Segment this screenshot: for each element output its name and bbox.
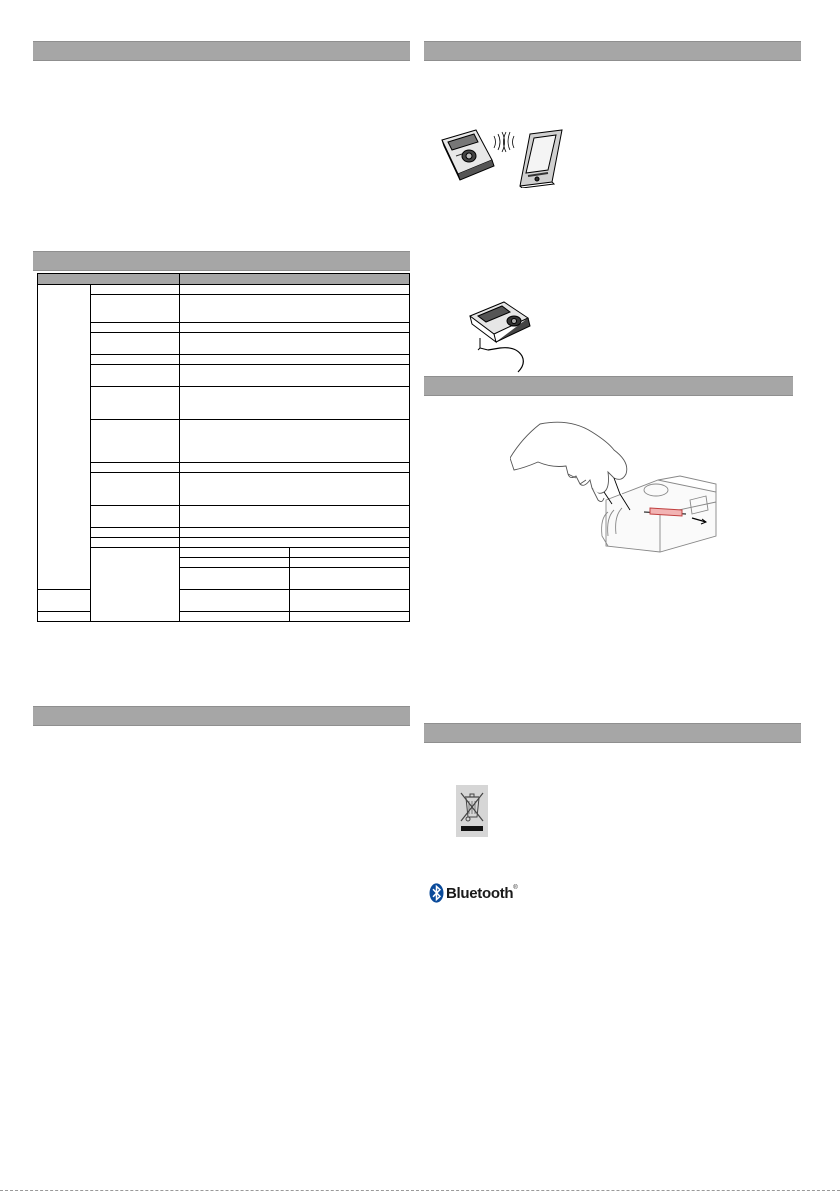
bluetooth-trademark: ® xyxy=(513,885,518,891)
bluetooth-rune-icon xyxy=(429,883,444,903)
table-row xyxy=(38,333,410,355)
recycling-symbol-box xyxy=(456,785,488,837)
section-bar-4 xyxy=(424,41,801,61)
hand-inserting-card-illustration xyxy=(510,418,730,556)
wireless-signal-icon xyxy=(494,132,514,152)
section-bar-2 xyxy=(33,251,410,271)
table-row xyxy=(38,548,410,558)
section-bar-3 xyxy=(33,706,410,726)
spec-group-cell-2 xyxy=(91,548,180,622)
wireless-printer-pda-illustration xyxy=(436,126,576,188)
printer-cable-illustration xyxy=(466,294,558,378)
table-row xyxy=(38,528,410,538)
table-row xyxy=(38,285,410,295)
table-row xyxy=(38,463,410,473)
section-bar-6 xyxy=(424,723,801,743)
printer-icon xyxy=(442,130,494,180)
bluetooth-wordmark: Bluetooth xyxy=(446,884,514,902)
table-row xyxy=(38,538,410,548)
spec-group-cell-1 xyxy=(38,285,91,590)
page-cut-line xyxy=(0,1190,840,1191)
table-row xyxy=(38,355,410,365)
spec-header-item xyxy=(38,274,180,285)
section-bar-1 xyxy=(33,41,410,61)
bluetooth-logo xyxy=(429,882,518,904)
spec-table-header xyxy=(38,274,410,285)
crossed-out-wheeled-bin-icon xyxy=(456,785,488,837)
table-row xyxy=(38,420,410,463)
spec-table xyxy=(37,273,410,622)
table-row xyxy=(38,365,410,387)
table-row xyxy=(38,506,410,528)
table-row xyxy=(38,295,410,323)
table-row xyxy=(38,473,410,506)
table-row xyxy=(38,387,410,420)
table-row xyxy=(38,323,410,333)
pda-device-icon xyxy=(520,130,562,188)
spec-header-description xyxy=(180,274,410,285)
section-bar-5 xyxy=(424,376,793,396)
